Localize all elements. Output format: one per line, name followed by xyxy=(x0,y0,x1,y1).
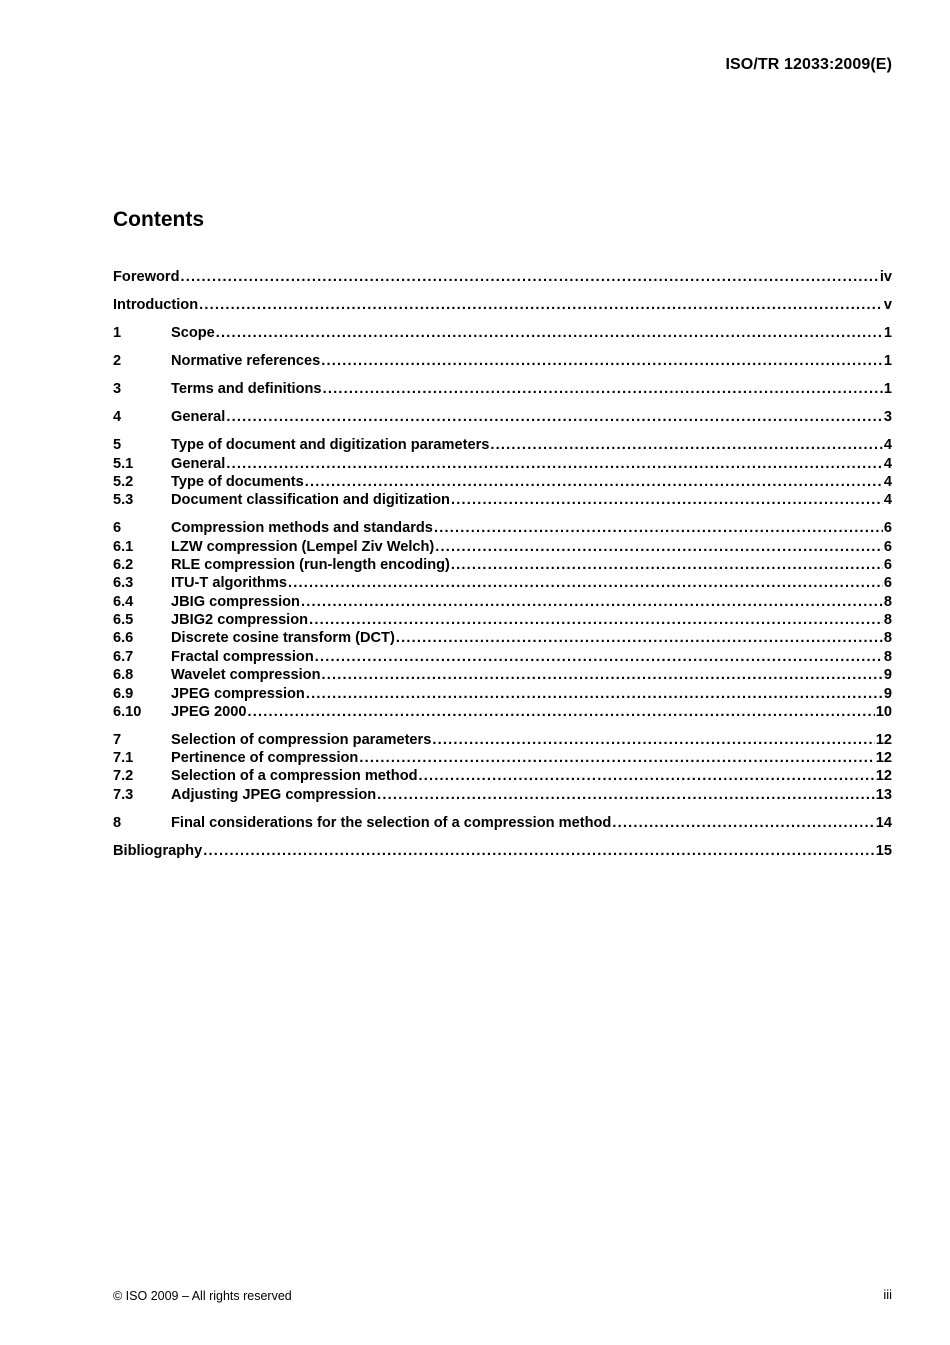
toc-entry-page: 4 xyxy=(883,492,892,508)
toc-dot-leader xyxy=(396,629,883,647)
toc-entry-number: 7 xyxy=(113,732,122,748)
toc-entry[interactable] xyxy=(113,842,892,860)
toc-entry-number: 6.8 xyxy=(113,667,134,683)
document-id-header: ISO/TR 12033:2009(E) xyxy=(725,56,892,73)
toc-entry-number: 4 xyxy=(113,409,122,425)
toc-dot-leader xyxy=(216,324,883,342)
toc-entry-page: 3 xyxy=(883,409,892,425)
toc-entry-title: Scope xyxy=(171,325,215,341)
toc-entry-number: 6.10 xyxy=(113,704,142,720)
toc-dot-leader xyxy=(203,842,875,860)
toc-entry-page: 6 xyxy=(883,575,892,591)
toc-dot-leader xyxy=(435,538,883,556)
page-number: iii xyxy=(883,1287,892,1302)
toc-entry-page: 14 xyxy=(875,815,892,831)
toc-entry[interactable] xyxy=(113,786,892,804)
toc-dot-leader xyxy=(359,749,874,767)
toc-entry[interactable] xyxy=(113,629,892,647)
toc-entry-title: Normative references xyxy=(171,353,321,369)
toc-entry-title: Selection of compression parameters xyxy=(171,732,432,748)
toc-entry-title: JBIG2 compression xyxy=(171,612,309,628)
toc-entry-page: v xyxy=(883,297,892,313)
toc-entry[interactable] xyxy=(113,268,892,286)
toc-entry[interactable] xyxy=(113,593,892,611)
toc-entry-number: 2 xyxy=(113,353,122,369)
toc-entry-title: Foreword xyxy=(113,269,180,285)
toc-entry-number: 6.5 xyxy=(113,612,134,628)
toc-entry-page: 12 xyxy=(875,750,892,766)
toc-entry-title: Fractal compression xyxy=(171,649,314,665)
toc-entry-title: LZW compression (Lempel Ziv Welch) xyxy=(171,539,435,555)
toc-entry-number: 6.2 xyxy=(113,557,134,573)
toc-entry-title: JBIG compression xyxy=(171,594,300,610)
toc-entry-page: 15 xyxy=(875,843,892,859)
toc-entry[interactable] xyxy=(113,648,892,666)
toc-entry[interactable] xyxy=(113,519,892,537)
toc-entry-page: 12 xyxy=(875,768,892,784)
toc-entry-title: ITU-T algorithms xyxy=(171,575,287,591)
toc-entry-title: Adjusting JPEG compression xyxy=(171,787,377,803)
toc-entry-page: 8 xyxy=(883,612,892,628)
toc-dot-leader xyxy=(247,703,874,721)
toc-entry[interactable] xyxy=(113,408,892,426)
toc-entry-number: 6.4 xyxy=(113,594,134,610)
toc-dot-leader xyxy=(288,574,883,592)
toc-entry-page: 6 xyxy=(883,539,892,555)
toc-dot-leader xyxy=(612,814,874,832)
toc-entry-number: 5.3 xyxy=(113,492,134,508)
toc-entry[interactable] xyxy=(113,574,892,592)
toc-entry[interactable] xyxy=(113,731,892,749)
toc-entry-number: 5.1 xyxy=(113,456,134,472)
toc-entry-title: General xyxy=(171,456,226,472)
toc-entry-number: 7.1 xyxy=(113,750,134,766)
toc-entry-title: Wavelet compression xyxy=(171,667,321,683)
toc-entry[interactable] xyxy=(113,685,892,703)
toc-entry[interactable] xyxy=(113,380,892,398)
toc-dot-leader xyxy=(419,767,875,785)
toc-entry-page: 12 xyxy=(875,732,892,748)
toc-entry-page: 9 xyxy=(883,667,892,683)
toc-dot-leader xyxy=(301,593,883,611)
toc-entry[interactable] xyxy=(113,703,892,721)
toc-entry[interactable] xyxy=(113,491,892,509)
toc-entry[interactable] xyxy=(113,455,892,473)
toc-entry-title: Type of document and digitization parameters xyxy=(171,437,490,453)
toc-entry-title: Type of documents xyxy=(171,474,304,490)
page-title: Contents xyxy=(113,208,204,231)
toc-entry-number: 5.2 xyxy=(113,474,134,490)
toc-entry[interactable] xyxy=(113,436,892,454)
toc-dot-leader xyxy=(199,296,883,314)
toc-entry-number: 6.3 xyxy=(113,575,134,591)
toc-entry[interactable] xyxy=(113,538,892,556)
toc-dot-leader xyxy=(226,408,883,426)
toc-entry-page: 8 xyxy=(883,630,892,646)
toc-entry-number: 8 xyxy=(113,815,122,831)
toc-entry[interactable] xyxy=(113,666,892,684)
toc-entry-number: 6.9 xyxy=(113,686,134,702)
toc-entry-number: 1 xyxy=(113,325,122,341)
toc-entry-page: 1 xyxy=(883,381,892,397)
toc-dot-leader xyxy=(490,436,882,454)
toc-entry-title: JPEG 2000 xyxy=(171,704,247,720)
toc-entry[interactable] xyxy=(113,611,892,629)
toc-entry-page: 9 xyxy=(883,686,892,702)
toc-entry-title: Pertinence of compression xyxy=(171,750,359,766)
toc-entry-title: RLE compression (run-length encoding) xyxy=(171,557,450,573)
toc-entry-number: 6.1 xyxy=(113,539,134,555)
toc-dot-leader xyxy=(305,473,883,491)
toc-dot-leader xyxy=(451,491,883,509)
toc-dot-leader xyxy=(323,380,883,398)
toc-entry-number: 3 xyxy=(113,381,122,397)
copyright-footer: © ISO 2009 – All rights reserved xyxy=(113,1289,292,1303)
toc-dot-leader xyxy=(432,731,874,749)
toc-entry-page: 4 xyxy=(883,456,892,472)
toc-entry[interactable] xyxy=(113,324,892,342)
toc-entry-title: Discrete cosine transform (DCT) xyxy=(171,630,395,646)
toc-entry[interactable] xyxy=(113,767,892,785)
toc-entry[interactable] xyxy=(113,352,892,370)
toc-dot-leader xyxy=(315,648,883,666)
toc-entry[interactable] xyxy=(113,296,892,314)
toc-entry-page: 1 xyxy=(883,353,892,369)
toc-entry-page: 1 xyxy=(883,325,892,341)
toc-dot-leader xyxy=(322,666,883,684)
toc-dot-leader xyxy=(226,455,883,473)
toc-entry-title: Introduction xyxy=(113,297,199,313)
toc-entry-page: 10 xyxy=(875,704,892,720)
toc-dot-leader xyxy=(434,519,883,537)
toc-entry-number: 6.6 xyxy=(113,630,134,646)
toc-entry[interactable] xyxy=(113,473,892,491)
toc-entry-title: General xyxy=(171,409,226,425)
toc-dot-leader xyxy=(321,352,883,370)
toc-dot-leader xyxy=(309,611,883,629)
toc-entry-number: 7.3 xyxy=(113,787,134,803)
toc-dot-leader xyxy=(451,556,883,574)
toc-dot-leader xyxy=(180,268,878,286)
toc-entry-page: iv xyxy=(879,269,892,285)
toc-entry-page: 13 xyxy=(875,787,892,803)
toc-entry-page: 4 xyxy=(883,474,892,490)
toc-entry-title: Selection of a compression method xyxy=(171,768,418,784)
toc-entry-title: JPEG compression xyxy=(171,686,305,702)
toc-entry-number: 7.2 xyxy=(113,768,134,784)
toc-entry-title: Final considerations for the selection of a compression method xyxy=(171,815,612,831)
toc-entry-page: 4 xyxy=(883,437,892,453)
toc-entry-page: 8 xyxy=(883,649,892,665)
toc-dot-leader xyxy=(377,786,875,804)
toc-entry-title: Compression methods and standards xyxy=(171,520,433,536)
toc-entry[interactable] xyxy=(113,814,892,832)
toc-entry-title: Document classification and digitization xyxy=(171,492,450,508)
toc-entry-number: 6.7 xyxy=(113,649,134,665)
toc-entry-page: 6 xyxy=(883,557,892,573)
toc-entry-number: 6 xyxy=(113,520,122,536)
toc-entry[interactable] xyxy=(113,749,892,767)
toc-entry-page: 8 xyxy=(883,594,892,610)
toc-entry-title: Terms and definitions xyxy=(171,381,322,397)
toc-entry-page: 6 xyxy=(883,520,892,536)
toc-entry-number: 5 xyxy=(113,437,122,453)
toc-entry[interactable] xyxy=(113,556,892,574)
toc-entry-title: Bibliography xyxy=(113,843,203,859)
toc-dot-leader xyxy=(306,685,883,703)
